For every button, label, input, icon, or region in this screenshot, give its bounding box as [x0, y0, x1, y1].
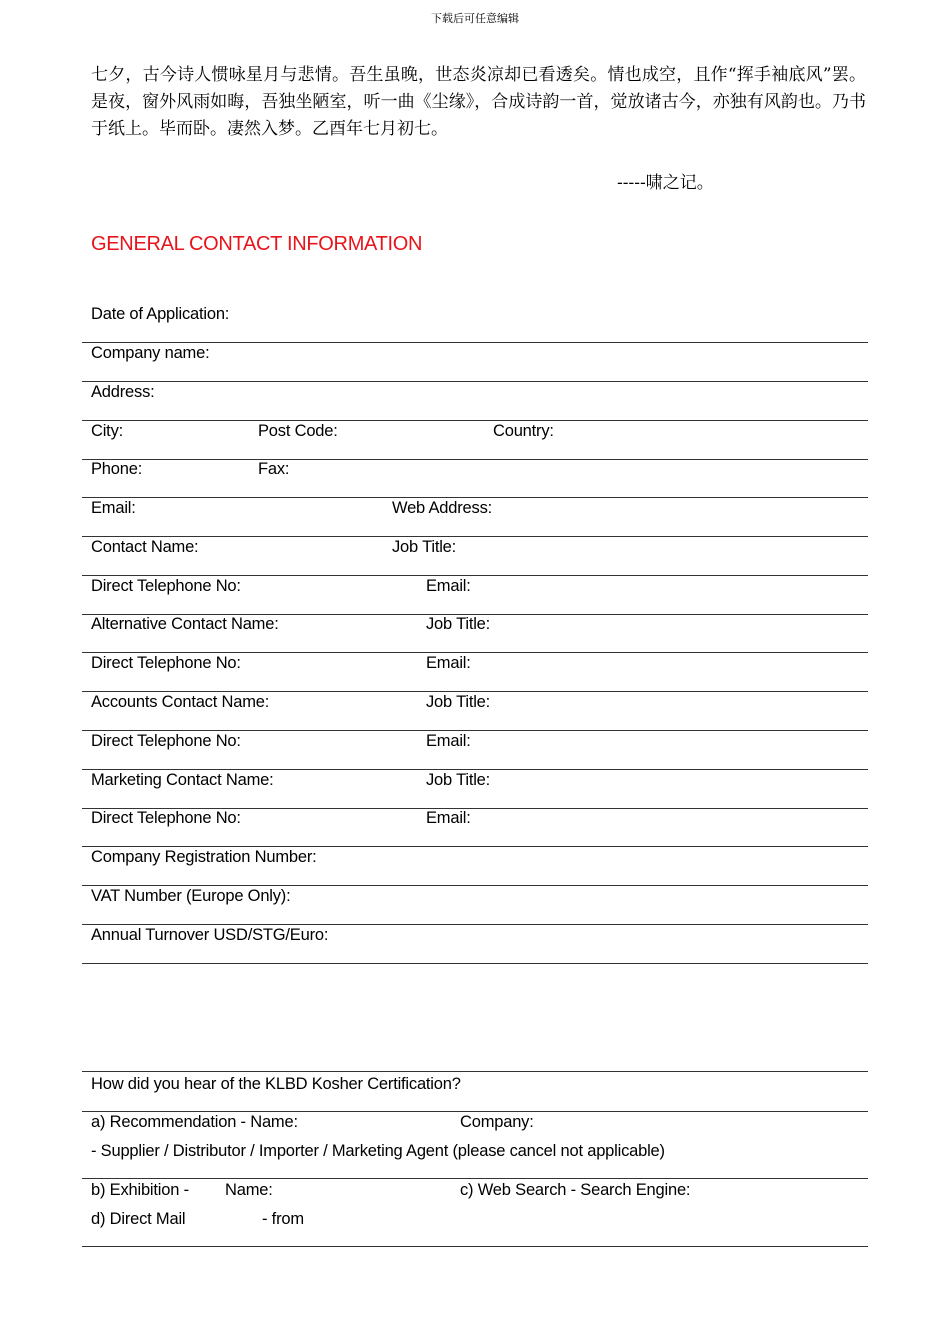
phone-label: Phone: [91, 460, 143, 478]
web-address-label: Web Address: [392, 499, 493, 517]
vat-number-label: VAT Number (Europe Only): [91, 887, 291, 905]
form-row-accounts-contact[interactable] [82, 691, 868, 731]
form-row-company-reg[interactable] [82, 846, 868, 886]
company-label: Company: [460, 1113, 534, 1131]
direct-telephone-label: Direct Telephone No: [91, 732, 241, 750]
annual-turnover-label: Annual Turnover USD/STG/Euro: [91, 926, 329, 944]
form-row-alt-contact[interactable] [82, 613, 868, 653]
email-label: Email: [426, 732, 471, 750]
form-row-city[interactable] [82, 420, 868, 460]
contact-name-label: Contact Name: [91, 538, 199, 556]
form-row-date[interactable] [82, 303, 868, 343]
form-row-direct-telephone[interactable] [82, 807, 868, 847]
source-question-label: How did you hear of the KLBD Kosher Certification? [91, 1075, 461, 1093]
form-row-email[interactable] [82, 497, 868, 537]
post-code-label: Post Code: [258, 422, 338, 440]
exhibition-name-label: Name: [225, 1181, 273, 1199]
poem-paragraph: 七夕，古今诗人惯咏星月与悲情。吾生虽晚，世态炎凉却已看透矣。情也成空，且作“挥手袖底风”罢。是夜，窗外风雨如晦，吾独坐陋室，听一曲《尘缘》，合成诗韵一首，觉放诸古今，亦独有风韵也。乃书于纸上。毕而卧。凄然入梦。乙酉年七月初七。 [91, 65, 866, 139]
accounts-contact-name-label: Accounts Contact Name: [91, 693, 270, 711]
city-label: City: [91, 422, 124, 440]
form-row-turnover[interactable] [82, 924, 868, 964]
email-label: Email: [426, 577, 471, 595]
form-row-vat[interactable] [82, 885, 868, 925]
job-title-label: Job Title: [392, 538, 457, 556]
direct-telephone-label: Direct Telephone No: [91, 654, 241, 672]
poem-signature: -----啸之记。 [617, 173, 714, 193]
supplier-options-label: - Supplier / Distributor / Importer / Marketing Agent (please cancel not applicable) [91, 1142, 665, 1160]
web-search-label: c) Web Search - Search Engine: [460, 1181, 691, 1199]
source-other-row[interactable] [82, 1179, 868, 1247]
company-name-label: Company name: [91, 344, 210, 362]
form-row-phone[interactable] [82, 458, 868, 498]
country-label: Country: [493, 422, 554, 440]
date-of-application-label: Date of Application: [91, 305, 230, 323]
fax-label: Fax: [258, 460, 290, 478]
form-row-marketing-contact[interactable] [82, 769, 868, 809]
email-label: Email: [91, 499, 136, 517]
recommendation-label: a) Recommendation - Name: [91, 1113, 298, 1131]
company-reg-number-label: Company Registration Number: [91, 848, 317, 866]
address-label: Address: [91, 383, 155, 401]
job-title-label: Job Title: [426, 615, 491, 633]
direct-mail-from-label: - from [262, 1210, 304, 1228]
exhibition-label: b) Exhibition - [91, 1181, 189, 1199]
alt-contact-name-label: Alternative Contact Name: [91, 615, 279, 633]
source-question-row [82, 1071, 868, 1112]
section-title: GENERAL CONTACT INFORMATION [91, 233, 423, 255]
direct-telephone-label: Direct Telephone No: [91, 577, 241, 595]
email-label: Email: [426, 809, 471, 827]
marketing-contact-name-label: Marketing Contact Name: [91, 771, 274, 789]
page-header: 下载后可任意编辑 [431, 12, 519, 25]
direct-telephone-label: Direct Telephone No: [91, 809, 241, 827]
form-row-company-name[interactable] [82, 342, 868, 382]
email-label: Email: [426, 654, 471, 672]
form-row-direct-telephone[interactable] [82, 575, 868, 615]
job-title-label: Job Title: [426, 693, 491, 711]
job-title-label: Job Title: [426, 771, 491, 789]
direct-mail-label: d) Direct Mail [91, 1210, 186, 1228]
form-row-direct-telephone[interactable] [82, 730, 868, 770]
source-recommendation-row[interactable] [82, 1111, 868, 1179]
form-row-address[interactable] [82, 381, 868, 421]
form-row-contact-name[interactable] [82, 536, 868, 576]
form-row-direct-telephone[interactable] [82, 652, 868, 692]
